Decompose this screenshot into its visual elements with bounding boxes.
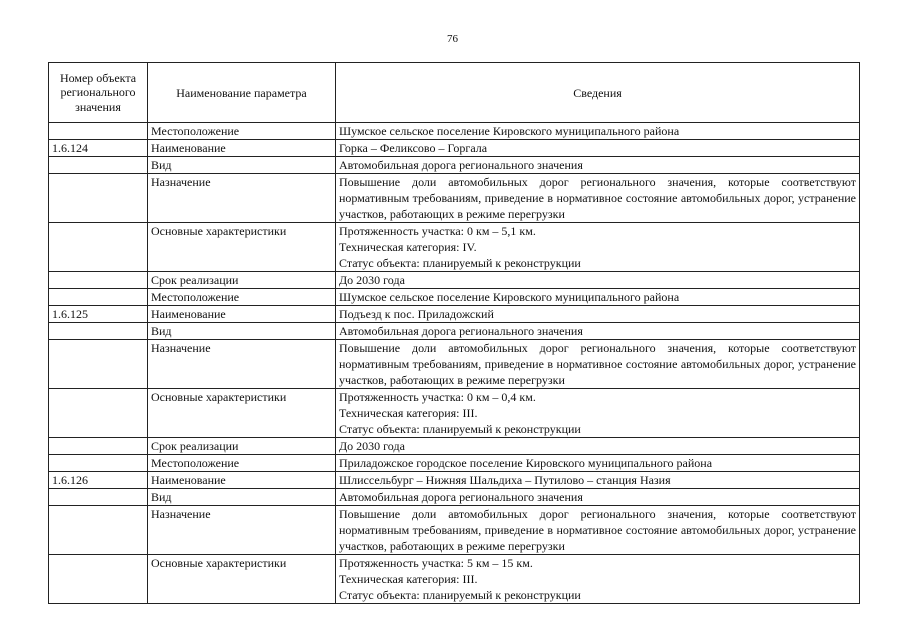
info-line: До 2030 года xyxy=(339,273,405,287)
parameter-name-cell: Наименование xyxy=(148,140,336,157)
parameter-name-cell: Основные характеристики xyxy=(148,555,336,604)
info-cell xyxy=(336,506,860,555)
table-row xyxy=(49,323,860,340)
info-line: Шумское сельское поселение Кировского муниципального района xyxy=(339,124,680,138)
table-row xyxy=(49,340,860,389)
object-number-cell xyxy=(49,272,148,289)
info-line: Подъезд к пос. Приладожский xyxy=(339,307,494,321)
object-number-cell xyxy=(49,389,148,438)
table-row xyxy=(49,506,860,555)
table-row xyxy=(49,140,860,157)
parameter-name-cell: Вид xyxy=(148,157,336,174)
table-row xyxy=(49,272,860,289)
info-cell xyxy=(336,455,860,472)
info-line: Автомобильная дорога регионального значения xyxy=(339,158,583,172)
table-row xyxy=(49,306,860,323)
parameter-name-cell: Срок реализации xyxy=(148,272,336,289)
info-line: Горка – Феликсово – Горгала xyxy=(339,141,488,155)
region-objects-table xyxy=(48,62,860,604)
page-number: 76 xyxy=(447,33,458,45)
parameter-name-cell: Срок реализации xyxy=(148,438,336,455)
info-line: Автомобильная дорога регионального значения xyxy=(339,490,583,504)
info-cell xyxy=(336,489,860,506)
info-cell xyxy=(336,140,860,157)
info-cell xyxy=(336,323,860,340)
info-cell xyxy=(336,389,860,438)
object-number-cell xyxy=(49,123,148,140)
info-cell xyxy=(336,472,860,489)
object-number-cell xyxy=(49,340,148,389)
info-cell xyxy=(336,306,860,323)
table-header-row xyxy=(49,63,860,123)
parameter-name-cell: Местоположение xyxy=(148,123,336,140)
info-cell xyxy=(336,289,860,306)
info-cell xyxy=(336,123,860,140)
object-number-cell xyxy=(49,223,148,272)
parameter-name-cell: Наименование xyxy=(148,306,336,323)
info-line: Протяженность участка: 0 км – 0,4 км. xyxy=(339,390,536,404)
info-line: Шлиссельбург – Нижняя Шальдиха – Путилово – станция Назия xyxy=(339,473,671,487)
info-line: Статус объекта: планируемый к реконструкции xyxy=(339,422,581,436)
info-line: Статус объекта: планируемый к реконструкции xyxy=(339,256,581,270)
info-cell xyxy=(336,272,860,289)
table-row xyxy=(49,489,860,506)
info-cell xyxy=(336,340,860,389)
table-row xyxy=(49,389,860,438)
table-row xyxy=(49,174,860,223)
object-number-cell xyxy=(49,289,148,306)
info-cell xyxy=(336,555,860,604)
info-line: Повышение доли автомобильных дорог регионального значения, которые соответствуют нормативным требованиям, приведение в нормативное состояние автомобильных дорог, устранение участков, работающих в режиме перегрузки xyxy=(339,175,856,221)
object-number-cell xyxy=(49,323,148,340)
header-parameter-name: Наименование параметра xyxy=(148,63,336,123)
object-number-cell xyxy=(49,489,148,506)
info-cell xyxy=(336,438,860,455)
table-row xyxy=(49,289,860,306)
table-row xyxy=(49,472,860,489)
info-line: Техническая категория: IV. xyxy=(339,240,477,254)
info-cell xyxy=(336,157,860,174)
table-row xyxy=(49,123,860,140)
object-number-cell xyxy=(49,174,148,223)
info-line: Приладожское городское поселение Кировского муниципального района xyxy=(339,456,713,470)
info-line: Повышение доли автомобильных дорог регионального значения, которые соответствуют нормативным требованиям, приведение в нормативное состояние автомобильных дорог, устранение участков, работающих в режиме перегрузки xyxy=(339,507,856,553)
info-line: Протяженность участка: 0 км – 5,1 км. xyxy=(339,224,536,238)
parameter-name-cell: Назначение xyxy=(148,174,336,223)
object-number-cell: 1.6.125 xyxy=(49,306,148,323)
parameter-name-cell: Назначение xyxy=(148,506,336,555)
table-row xyxy=(49,438,860,455)
object-number-cell: 1.6.126 xyxy=(49,472,148,489)
parameter-name-cell: Вид xyxy=(148,489,336,506)
info-cell xyxy=(336,223,860,272)
table-row xyxy=(49,223,860,272)
parameter-name-cell: Основные характеристики xyxy=(148,389,336,438)
info-line: Протяженность участка: 5 км – 15 км. xyxy=(339,556,533,570)
info-line: Шумское сельское поселение Кировского муниципального района xyxy=(339,290,680,304)
info-line: Техническая категория: III. xyxy=(339,406,478,420)
parameter-name-cell: Основные характеристики xyxy=(148,223,336,272)
header-info: Сведения xyxy=(336,63,860,123)
table-row xyxy=(49,555,860,604)
table-row xyxy=(49,455,860,472)
table-body xyxy=(49,123,860,604)
header-object-number: Номер объекта регионального значения xyxy=(49,63,148,123)
info-line: До 2030 года xyxy=(339,439,405,453)
parameter-name-cell: Местоположение xyxy=(148,455,336,472)
info-line: Повышение доли автомобильных дорог регионального значения, которые соответствуют нормативным требованиям, приведение в нормативное состояние автомобильных дорог, устранение участков, работающих в режиме перегрузки xyxy=(339,341,856,387)
info-line: Статус объекта: планируемый к реконструкции xyxy=(339,588,581,602)
parameter-name-cell: Наименование xyxy=(148,472,336,489)
object-number-cell xyxy=(49,455,148,472)
info-line: Техническая категория: III. xyxy=(339,572,478,586)
parameter-name-cell: Назначение xyxy=(148,340,336,389)
table-row xyxy=(49,157,860,174)
info-line: Автомобильная дорога регионального значения xyxy=(339,324,583,338)
object-number-cell xyxy=(49,157,148,174)
object-number-cell xyxy=(49,555,148,604)
parameter-name-cell: Местоположение xyxy=(148,289,336,306)
info-cell xyxy=(336,174,860,223)
object-number-cell xyxy=(49,506,148,555)
object-number-cell: 1.6.124 xyxy=(49,140,148,157)
parameter-name-cell: Вид xyxy=(148,323,336,340)
object-number-cell xyxy=(49,438,148,455)
